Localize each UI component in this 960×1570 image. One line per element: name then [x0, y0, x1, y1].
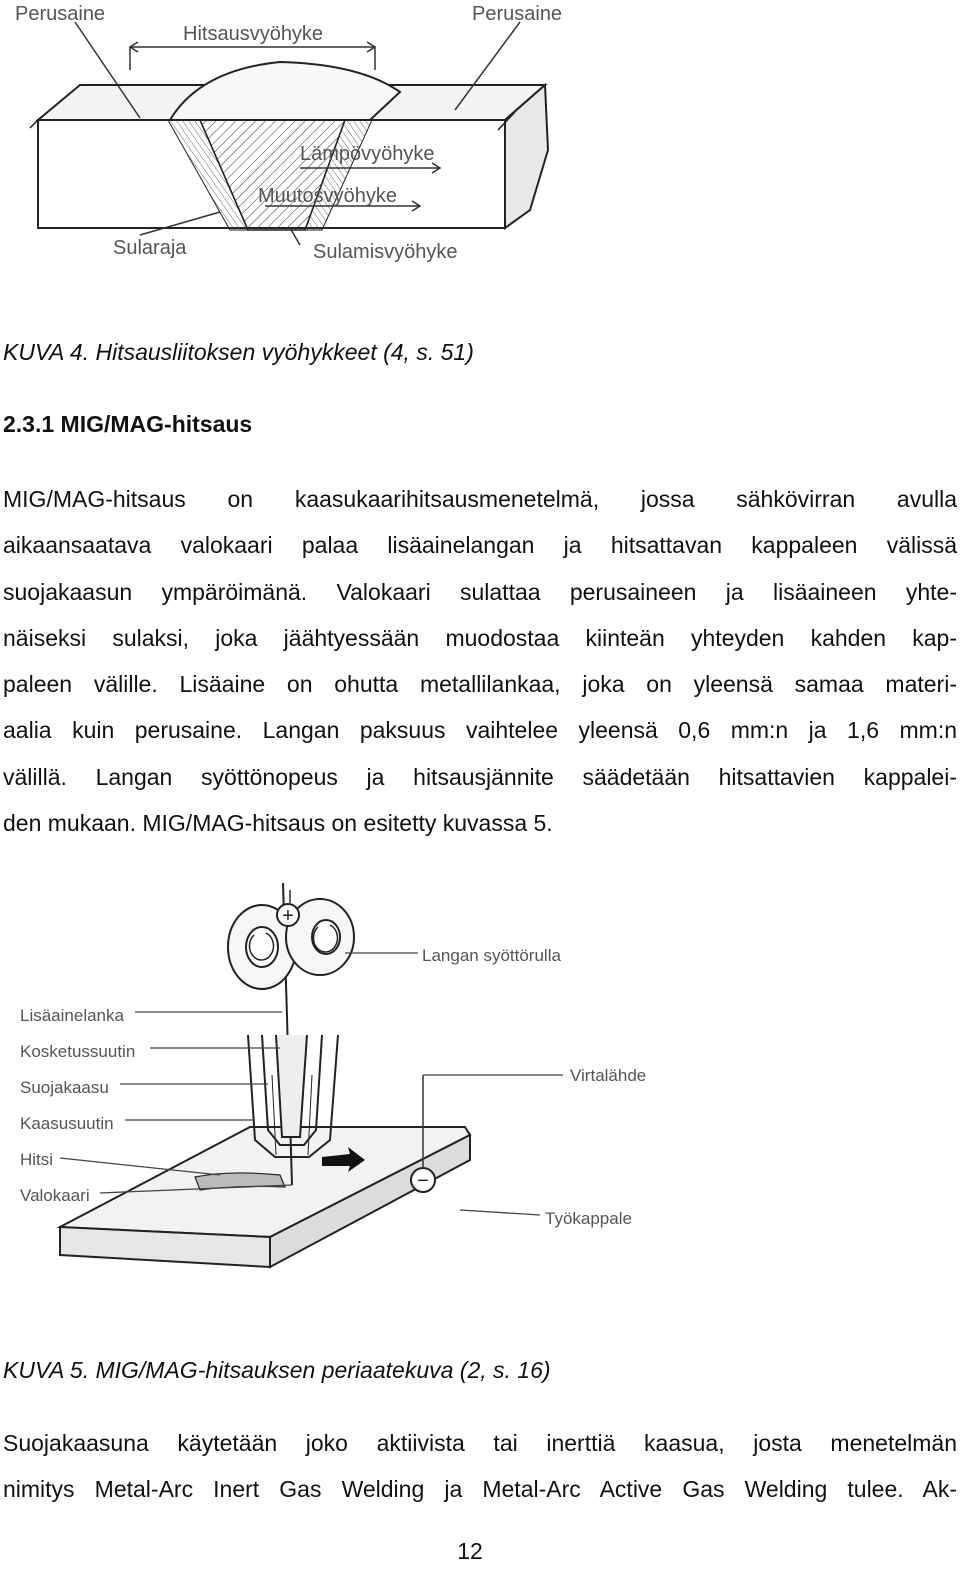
- label-sulamisvyohyke: Sulamisvyöhyke: [313, 241, 458, 263]
- paragraph-line: den mukaan. MIG/MAG-hitsaus on esitetty kuvassa 5.: [3, 810, 553, 837]
- label-kosketussuutin: Kosketussuutin: [20, 1042, 136, 1061]
- label-valokaari: Valokaari: [20, 1186, 90, 1205]
- label-perusaine-right: Perusaine: [472, 3, 563, 25]
- label-hitsausvyohyke: Hitsausvyöhyke: [183, 23, 324, 45]
- figure-mig-mag-principle: [0, 875, 700, 1335]
- plus-sign: +: [282, 905, 294, 927]
- paragraph-line: aikaansaatava valokaari palaa lisäainelangan ja hitsattavan kappaleen välissä: [3, 532, 957, 559]
- label-suojakaasu: Suojakaasu: [20, 1078, 109, 1097]
- label-virtalahde: Virtalähde: [570, 1066, 647, 1085]
- label-sularaja: Sularaja: [113, 237, 187, 259]
- mig-mag-diagram: [0, 875, 700, 1335]
- closing-paragraph: [3, 1420, 957, 1513]
- paragraph-line: aalia kuin perusaine. Langan paksuus vaihtelee yleensä 0,6 mm:n ja 1,6 mm:n: [3, 717, 957, 744]
- label-langan-syottorulla: Langan syöttörulla: [422, 946, 561, 965]
- label-lisaainelanka: Lisäainelanka: [20, 1006, 124, 1025]
- section-heading: 2.3.1 MIG/MAG-hitsaus: [3, 411, 253, 437]
- figure-weld-zones: [0, 0, 600, 275]
- paragraph-line: paleen välille. Lisäaine on ohutta metallilankaa, joka on yleensä samaa materi-: [3, 671, 957, 698]
- paragraph-line: suojakaasun ympäröimänä. Valokaari sulattaa perusaineen ja lisäaineen yhte-: [3, 578, 957, 605]
- paragraph-line: Suojakaasuna käytetään joko aktiivista tai inerttiä kaasua, josta menetelmän: [3, 1430, 957, 1456]
- minus-sign: −: [417, 1170, 429, 1192]
- label-muutosvyohyke: Muutosvyöhyke: [258, 185, 397, 207]
- weld-zones-diagram: [0, 0, 600, 275]
- paragraph-line: nimitys Metal-Arc Inert Gas Welding ja Metal-Arc Active Gas Welding tulee. Ak-: [3, 1476, 957, 1503]
- label-kaasusuutin: Kaasusuutin: [20, 1114, 114, 1133]
- label-tyokappale: Työkappale: [545, 1209, 632, 1228]
- figure-5-caption: KUVA 5. MIG/MAG-hitsauksen periaatekuva (2, s. 16): [3, 1357, 551, 1383]
- label-hitsi: Hitsi: [20, 1150, 54, 1169]
- figure-4-caption: KUVA 4. Hitsausliitoksen vyöhykkeet (4, s. 51): [3, 339, 474, 365]
- paragraph-line: näiseksi sulaksi, joka jäähtyessään muodostaa kiinteän yhteyden kahden kap-: [3, 624, 957, 651]
- paragraph-line: välillä. Langan syöttönopeus ja hitsausjännite säädetään hitsattavien kappalei-: [3, 763, 957, 790]
- page-number: 12: [457, 1538, 483, 1564]
- label-perusaine-left: Perusaine: [15, 3, 106, 25]
- paragraph-line: MIG/MAG-hitsaus on kaasukaarihitsausmenetelmä, jossa sähkövirran avulla: [3, 486, 957, 512]
- section-paragraph: [3, 476, 957, 846]
- label-lampovyohyke: Lämpövyöhyke: [300, 143, 435, 165]
